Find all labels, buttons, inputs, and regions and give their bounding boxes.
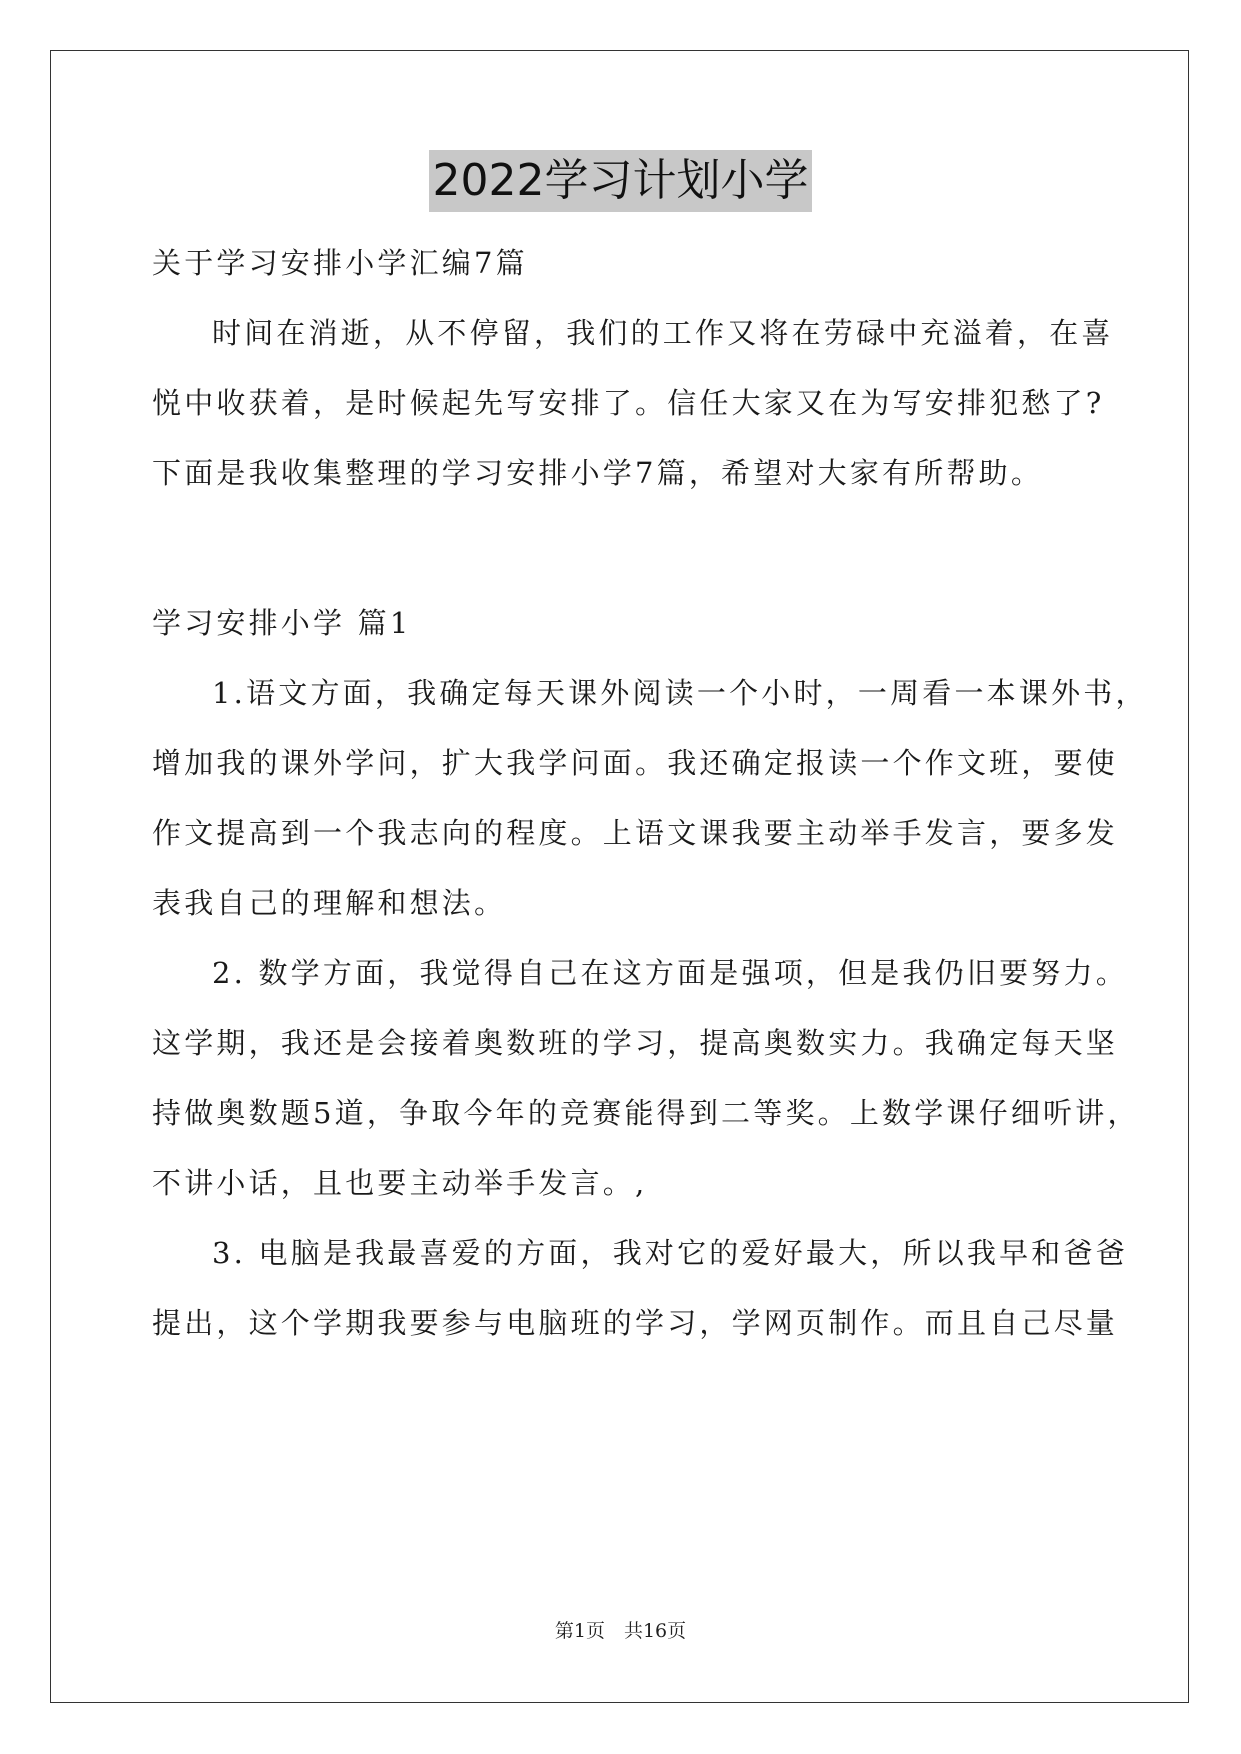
para3-line-1: 3. 电脑是我最喜爱的方面，我对它的爱好最大，所以我早和爸爸	[212, 1236, 1128, 1270]
title-container	[0, 150, 1241, 212]
page-border	[50, 50, 1189, 1703]
para1-line-3: 作文提高到一个我志向的程度。上语文课我要主动举手发言，要多发	[152, 816, 1119, 850]
para2-line-1: 2. 数学方面，我觉得自己在这方面是强项，但是我仍旧要努力。	[212, 956, 1128, 990]
para2-line-3: 持做奥数题5道，争取今年的竞赛能得到二等奖。上数学课仔细听讲，	[152, 1096, 1140, 1130]
para1-line-4: 表我自己的理解和想法。	[152, 886, 507, 920]
para2-line-4: 不讲小话，且也要主动举手发言。,	[152, 1166, 648, 1200]
para3-line-2: 提出，这个学期我要参与电脑班的学习，学网页制作。而且自己尽量	[152, 1306, 1119, 1340]
document-subtitle: 关于学习安排小学汇编7篇	[152, 246, 528, 280]
document-title: 2022学习计划小学	[429, 150, 813, 212]
para1-line-1: 1.语文方面，我确定每天课外阅读一个小时，一周看一本课外书，	[212, 676, 1148, 710]
intro-line-1: 时间在消逝，从不停留，我们的工作又将在劳碌中充溢着，在喜	[212, 316, 1114, 350]
para2-line-2: 这学期，我还是会接着奥数班的学习，提高奥数实力。我确定每天坚	[152, 1026, 1119, 1060]
page-footer: 第1页 共16页	[554, 1620, 687, 1642]
para1-line-2: 增加我的课外学问，扩大我学问面。我还确定报读一个作文班，要使	[152, 746, 1119, 780]
section-heading: 学习安排小学 篇1	[152, 606, 412, 640]
intro-line-3: 下面是我收集整理的学习安排小学7篇，希望对大家有所帮助。	[152, 456, 1044, 490]
intro-line-2: 悦中收获着，是时候起先写安排了。信任大家又在为写安排犯愁了?	[152, 386, 1105, 420]
